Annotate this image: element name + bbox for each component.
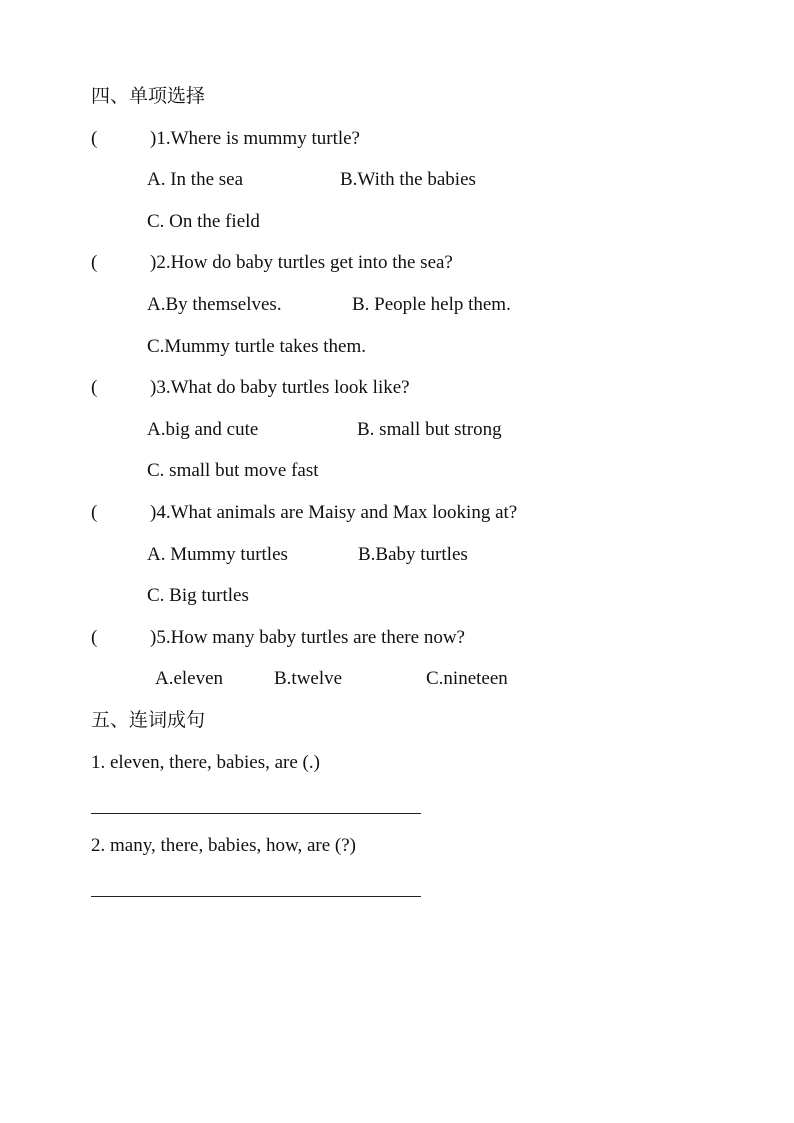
option-c: C.Mummy turtle takes them. [147, 336, 367, 357]
answer-line-2[interactable] [91, 896, 421, 897]
option-b: B. People help them. [352, 294, 511, 315]
option-c: C. Big turtles [147, 585, 249, 606]
answer-line-1[interactable] [91, 813, 421, 814]
option-b: B.twelve [274, 668, 343, 689]
option-a: A.eleven [155, 668, 224, 689]
section-5-heading: 五、连词成句 [91, 710, 206, 731]
answer-paren[interactable]: ( [91, 502, 98, 523]
answer-paren[interactable]: ( [91, 252, 98, 273]
question-text: )1.Where is mummy turtle? [150, 128, 360, 149]
section-4-heading: 四、单项选择 [91, 86, 206, 107]
option-a: A. Mummy turtles [147, 544, 288, 565]
option-c: C. On the field [147, 211, 260, 232]
answer-paren[interactable]: ( [91, 627, 98, 648]
option-c: C. small but move fast [147, 460, 319, 481]
option-b: B. small but strong [357, 419, 502, 440]
answer-paren[interactable]: ( [91, 377, 98, 398]
question-text: )3.What do baby turtles look like? [150, 377, 410, 398]
answer-paren[interactable]: ( [91, 128, 98, 149]
question-text: )4.What animals are Maisy and Max looking at? [150, 502, 518, 523]
question-text: )5.How many baby turtles are there now? [150, 627, 465, 648]
option-b: B.With the babies [340, 169, 476, 190]
sentence-prompt-2: 2. many, there, babies, how, are (?) [91, 835, 357, 856]
question-text: )2.How do baby turtles get into the sea? [150, 252, 453, 273]
option-a: A.big and cute [147, 419, 259, 440]
option-b: B.Baby turtles [358, 544, 468, 565]
option-a: A. In the sea [147, 169, 244, 190]
sentence-prompt-1: 1. eleven, there, babies, are (.) [91, 752, 320, 773]
option-a: A.By themselves. [147, 294, 282, 315]
option-c: C.nineteen [426, 668, 508, 689]
